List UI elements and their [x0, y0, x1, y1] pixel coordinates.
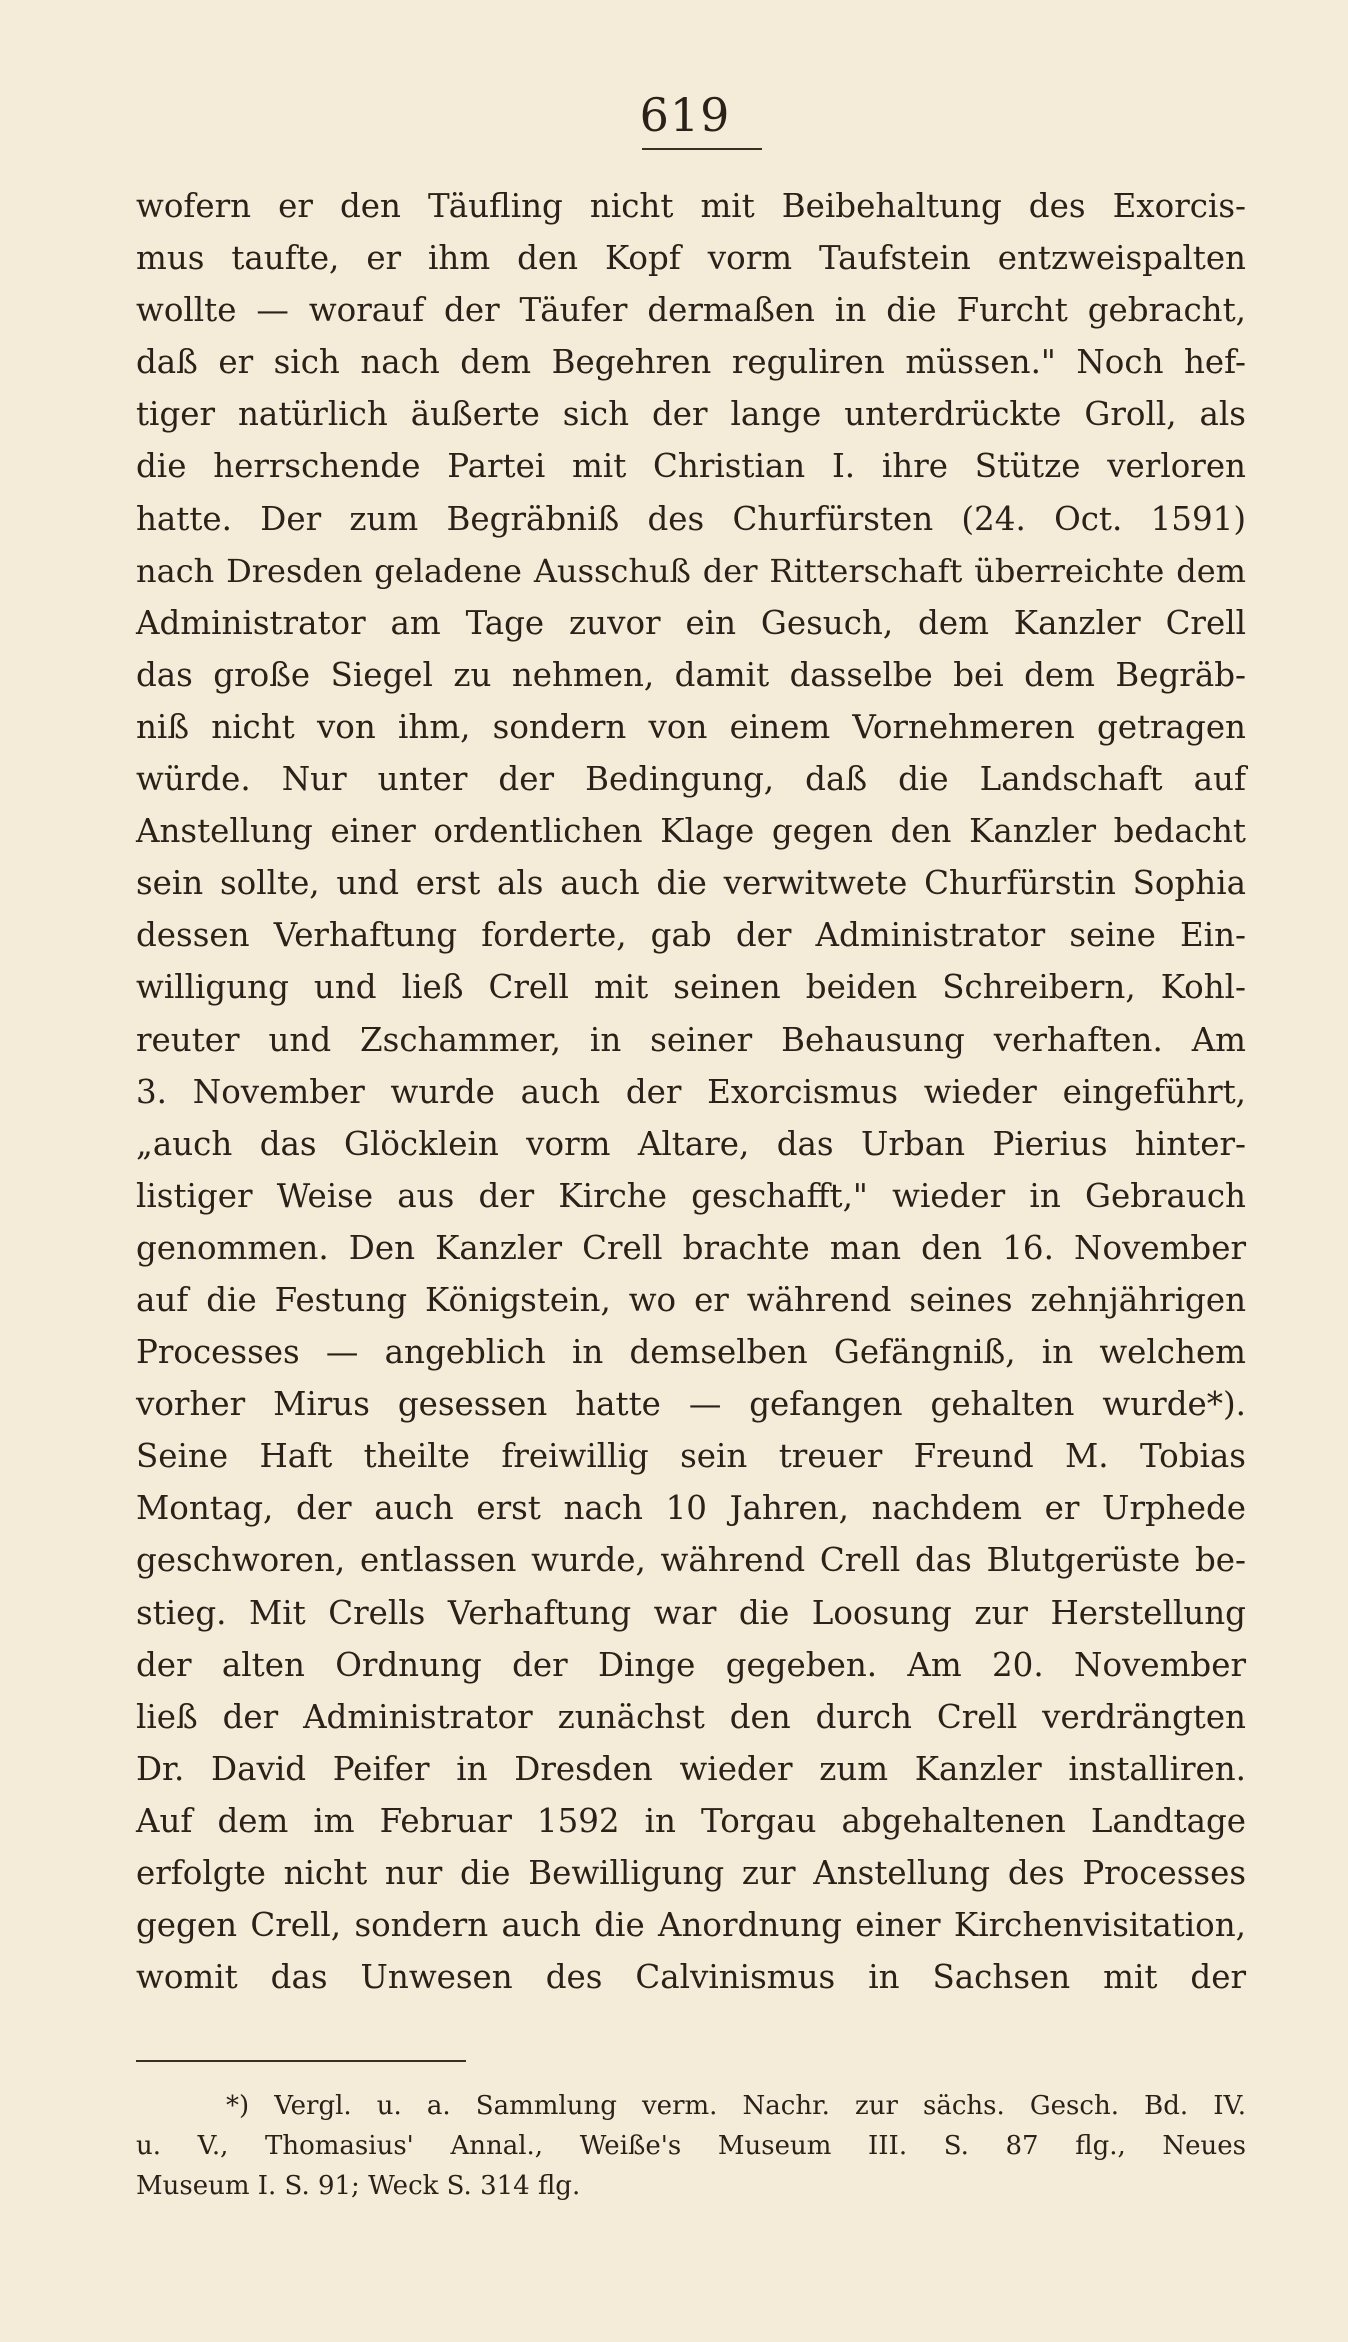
- footnote-line: *) Vergl. u. a. Sammlung verm. Nachr. zur sächs. Gesch. Bd. IV.: [226, 2091, 1246, 2121]
- text-line: niß nicht von ihm, sondern von einem Vornehmeren getragen: [136, 707, 1246, 746]
- text-line: hatte. Der zum Begräbniß des Churfürsten (24. Oct. 1591): [136, 499, 1246, 538]
- text-line: gegen Crell, sondern auch die Anordnung einer Kirchenvisitation,: [136, 1906, 1246, 1945]
- text-line: auf die Festung Königstein, wo er während seines zehnjährigen: [136, 1280, 1246, 1319]
- text-line: vorher Mirus gesessen hatte — gefangen gehalten wurde*).: [136, 1385, 1246, 1424]
- text-line: würde. Nur unter der Bedingung, daß die Landschaft auf: [136, 760, 1246, 799]
- text-line: Anstellung einer ordentlichen Klage gegen den Kanzler bedacht: [136, 812, 1246, 851]
- text-line: geschworen, entlassen wurde, während Crell das Blutgerüste be-: [136, 1541, 1246, 1580]
- footnote-line: u. V., Thomasius' Annal., Weiße's Museum III. S. 87 flg., Neues: [136, 2131, 1246, 2161]
- page-number-underline: [642, 148, 762, 150]
- text-line: wollte — worauf der Täufer dermaßen in die Furcht gebracht,: [136, 291, 1246, 330]
- text-line: Processes — angeblich in demselben Gefängniß, in welchem: [136, 1333, 1246, 1372]
- text-line: Dr. David Peifer in Dresden wieder zum Kanzler installiren.: [136, 1749, 1246, 1788]
- text-line: sein sollte, und erst als auch die verwitwete Churfürstin Sophia: [136, 864, 1246, 903]
- text-line: reuter und Zschammer, in seiner Behausung verhaften. Am: [136, 1020, 1246, 1059]
- footnote-line: Museum I. S. 91; Weck S. 314 flg.: [136, 2171, 581, 2201]
- text-line: tiger natürlich äußerte sich der lange unterdrückte Groll, als: [136, 395, 1246, 434]
- text-line: genommen. Den Kanzler Crell brachte man den 16. November: [136, 1228, 1246, 1267]
- text-line: nach Dresden geladene Ausschuß der Ritterschaft überreichte dem: [136, 551, 1246, 590]
- text-line: der alten Ordnung der Dinge gegeben. Am 20. November: [136, 1645, 1246, 1684]
- text-line: daß er sich nach dem Begehren reguliren müssen." Noch hef-: [136, 343, 1246, 382]
- text-line: stieg. Mit Crells Verhaftung war die Loosung zur Herstellung: [136, 1593, 1246, 1632]
- text-line: womit das Unwesen des Calvinismus in Sachsen mit der: [136, 1958, 1246, 1997]
- text-line: ließ der Administrator zunächst den durch Crell verdrängten: [136, 1697, 1246, 1736]
- text-line: listiger Weise aus der Kirche geschafft," wieder in Gebrauch: [136, 1176, 1246, 1215]
- main-text-block: [136, 180, 1246, 2003]
- text-line: „auch das Glöcklein vorm Altare, das Urban Pierius hinter-: [136, 1124, 1246, 1163]
- text-line: erfolgte nicht nur die Bewilligung zur Anstellung des Processes: [136, 1854, 1246, 1892]
- text-line: 3. November wurde auch der Exorcismus wieder eingeführt,: [136, 1072, 1246, 1111]
- text-line: mus taufte, er ihm den Kopf vorm Taufstein entzweispalten: [136, 239, 1246, 278]
- text-line: Administrator am Tage zuvor ein Gesuch, dem Kanzler Crell: [136, 603, 1246, 642]
- text-line: die herrschende Partei mit Christian I. ihre Stütze verloren: [136, 447, 1246, 486]
- footnote-separator: [136, 2060, 466, 2062]
- text-line: willigung und ließ Crell mit seinen beiden Schreibern, Kohl-: [136, 968, 1246, 1007]
- text-line: das große Siegel zu nehmen, damit dasselbe bei dem Begräb-: [136, 655, 1246, 694]
- text-line: Seine Haft theilte freiwillig sein treuer Freund M. Tobias: [136, 1437, 1246, 1476]
- text-line: wofern er den Täufling nicht mit Beibehaltung des Exorcis-: [136, 187, 1246, 225]
- footnote-block: [136, 2086, 1246, 2206]
- text-line: Montag, der auch erst nach 10 Jahren, nachdem er Urphede: [136, 1489, 1246, 1528]
- text-line: dessen Verhaftung forderte, gab der Administrator seine Ein-: [136, 916, 1246, 955]
- page-number: 619: [639, 88, 731, 142]
- text-line: Auf dem im Februar 1592 in Torgau abgehaltenen Landtage: [136, 1801, 1246, 1840]
